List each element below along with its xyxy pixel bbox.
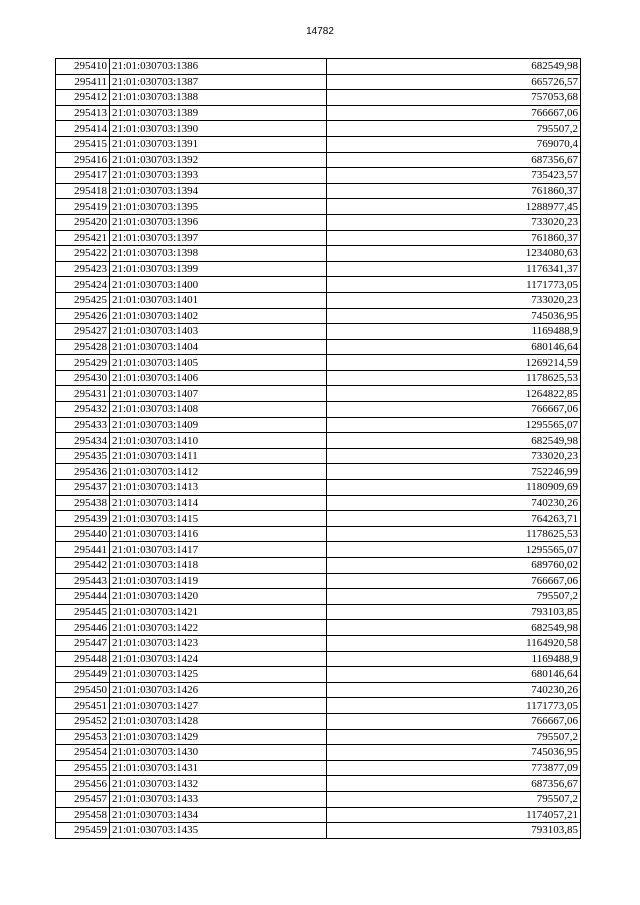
cadastral-number-cell: 21:01:030703:1399 xyxy=(110,261,327,277)
cadastral-number-cell: 21:01:030703:1419 xyxy=(110,573,327,589)
cadastral-value-cell: 735423,57 xyxy=(327,168,581,184)
row-number-cell: 295439 xyxy=(56,511,110,527)
cadastral-value-cell: 764263,71 xyxy=(327,511,581,527)
row-number-cell: 295456 xyxy=(56,776,110,792)
cadastral-value-cell: 793103,85 xyxy=(327,604,581,620)
cadastral-number-cell: 21:01:030703:1403 xyxy=(110,324,327,340)
cadastral-number-cell: 21:01:030703:1408 xyxy=(110,402,327,418)
table-row xyxy=(56,823,581,839)
cadastral-value-cell: 1234080,63 xyxy=(327,246,581,262)
cadastral-value-cell: 1164920,58 xyxy=(327,635,581,651)
row-number-cell: 295441 xyxy=(56,542,110,558)
table-row xyxy=(56,682,581,698)
cadastral-number-cell: 21:01:030703:1406 xyxy=(110,370,327,386)
row-number-cell: 295427 xyxy=(56,324,110,340)
cadastral-number-cell: 21:01:030703:1401 xyxy=(110,292,327,308)
row-number-cell: 295445 xyxy=(56,604,110,620)
cadastral-value-cell: 793103,85 xyxy=(327,823,581,839)
table-row xyxy=(56,105,581,121)
table-row xyxy=(56,526,581,542)
table-row xyxy=(56,791,581,807)
table-row xyxy=(56,168,581,184)
cadastral-number-cell: 21:01:030703:1429 xyxy=(110,729,327,745)
row-number-cell: 295410 xyxy=(56,59,110,75)
cadastral-number-cell: 21:01:030703:1386 xyxy=(110,59,327,75)
cadastral-value-cell: 665726,57 xyxy=(327,74,581,90)
row-number-cell: 295432 xyxy=(56,402,110,418)
row-number-cell: 295430 xyxy=(56,370,110,386)
row-number-cell: 295429 xyxy=(56,355,110,371)
row-number-cell: 295412 xyxy=(56,90,110,106)
table-row xyxy=(56,90,581,106)
cadastral-number-cell: 21:01:030703:1423 xyxy=(110,635,327,651)
row-number-cell: 295447 xyxy=(56,635,110,651)
cadastral-value-cell: 682549,98 xyxy=(327,433,581,449)
row-number-cell: 295421 xyxy=(56,230,110,246)
row-number-cell: 295453 xyxy=(56,729,110,745)
cadastral-value-cell: 1288977,45 xyxy=(327,199,581,215)
row-number-cell: 295438 xyxy=(56,495,110,511)
cadastral-number-cell: 21:01:030703:1432 xyxy=(110,776,327,792)
row-number-cell: 295459 xyxy=(56,823,110,839)
row-number-cell: 295454 xyxy=(56,745,110,761)
cadastral-value-cell: 752246,99 xyxy=(327,464,581,480)
table-row xyxy=(56,464,581,480)
cadastral-value-cell: 795507,2 xyxy=(327,729,581,745)
row-number-cell: 295413 xyxy=(56,105,110,121)
cadastral-value-cell: 795507,2 xyxy=(327,589,581,605)
row-number-cell: 295433 xyxy=(56,417,110,433)
cadastral-number-cell: 21:01:030703:1425 xyxy=(110,667,327,683)
row-number-cell: 295442 xyxy=(56,558,110,574)
cadastral-value-cell: 733020,23 xyxy=(327,448,581,464)
cadastral-value-cell: 1178625,53 xyxy=(327,526,581,542)
cadastral-number-cell: 21:01:030703:1405 xyxy=(110,355,327,371)
row-number-cell: 295452 xyxy=(56,713,110,729)
table-row xyxy=(56,667,581,683)
cadastral-value-cell: 733020,23 xyxy=(327,214,581,230)
cadastral-number-cell: 21:01:030703:1410 xyxy=(110,433,327,449)
cadastral-number-cell: 21:01:030703:1397 xyxy=(110,230,327,246)
table-row xyxy=(56,277,581,293)
cadastral-value-cell: 682549,98 xyxy=(327,59,581,75)
table-row xyxy=(56,745,581,761)
cadastral-value-cell: 687356,67 xyxy=(327,776,581,792)
table-row xyxy=(56,417,581,433)
cadastral-number-cell: 21:01:030703:1413 xyxy=(110,480,327,496)
cadastral-number-cell: 21:01:030703:1421 xyxy=(110,604,327,620)
cadastral-number-cell: 21:01:030703:1394 xyxy=(110,183,327,199)
cadastral-number-cell: 21:01:030703:1430 xyxy=(110,745,327,761)
cadastral-value-cell: 1269214,59 xyxy=(327,355,581,371)
cadastral-number-cell: 21:01:030703:1409 xyxy=(110,417,327,433)
cadastral-value-cell: 680146,64 xyxy=(327,339,581,355)
row-number-cell: 295440 xyxy=(56,526,110,542)
table-row xyxy=(56,308,581,324)
cadastral-number-cell: 21:01:030703:1388 xyxy=(110,90,327,106)
row-number-cell: 295451 xyxy=(56,698,110,714)
table-row xyxy=(56,480,581,496)
table-row xyxy=(56,136,581,152)
table-row xyxy=(56,355,581,371)
table-row xyxy=(56,230,581,246)
table-row xyxy=(56,183,581,199)
table-row xyxy=(56,760,581,776)
cadastral-value-cell: 1169488,9 xyxy=(327,324,581,340)
cadastral-value-cell: 1171773,05 xyxy=(327,698,581,714)
row-number-cell: 295450 xyxy=(56,682,110,698)
row-number-cell: 295411 xyxy=(56,74,110,90)
cadastral-value-cell: 745036,95 xyxy=(327,745,581,761)
row-number-cell: 295422 xyxy=(56,246,110,262)
row-number-cell: 295457 xyxy=(56,791,110,807)
cadastral-number-cell: 21:01:030703:1424 xyxy=(110,651,327,667)
cadastral-value-cell: 687356,67 xyxy=(327,152,581,168)
table-row xyxy=(56,246,581,262)
cadastral-value-cell: 1171773,05 xyxy=(327,277,581,293)
cadastral-number-cell: 21:01:030703:1402 xyxy=(110,308,327,324)
cadastral-value-cell: 1264822,85 xyxy=(327,386,581,402)
table-row xyxy=(56,214,581,230)
cadastral-value-cell: 757053,68 xyxy=(327,90,581,106)
row-number-cell: 295415 xyxy=(56,136,110,152)
table-row xyxy=(56,370,581,386)
cadastral-value-cell: 761860,37 xyxy=(327,183,581,199)
cadastral-value-cell: 740230,26 xyxy=(327,495,581,511)
table-row xyxy=(56,558,581,574)
cadastral-number-cell: 21:01:030703:1392 xyxy=(110,152,327,168)
table-row xyxy=(56,620,581,636)
table-row xyxy=(56,729,581,745)
row-number-cell: 295423 xyxy=(56,261,110,277)
table-row xyxy=(56,448,581,464)
row-number-cell: 295443 xyxy=(56,573,110,589)
cadastral-value-cell: 766667,06 xyxy=(327,105,581,121)
cadastral-value-cell: 745036,95 xyxy=(327,308,581,324)
cadastral-value-cell: 761860,37 xyxy=(327,230,581,246)
cadastral-number-cell: 21:01:030703:1387 xyxy=(110,74,327,90)
table-row xyxy=(56,59,581,75)
cadastral-number-cell: 21:01:030703:1412 xyxy=(110,464,327,480)
table-row xyxy=(56,261,581,277)
table-row xyxy=(56,386,581,402)
table-row xyxy=(56,604,581,620)
row-number-cell: 295425 xyxy=(56,292,110,308)
cadastral-value-cell: 766667,06 xyxy=(327,402,581,418)
cadastral-number-cell: 21:01:030703:1395 xyxy=(110,199,327,215)
cadastral-value-cell: 773877,09 xyxy=(327,760,581,776)
cadastral-value-cell: 766667,06 xyxy=(327,713,581,729)
cadastral-number-cell: 21:01:030703:1414 xyxy=(110,495,327,511)
table-row xyxy=(56,152,581,168)
row-number-cell: 295419 xyxy=(56,199,110,215)
table-row xyxy=(56,121,581,137)
row-number-cell: 295418 xyxy=(56,183,110,199)
cadastral-number-cell: 21:01:030703:1435 xyxy=(110,823,327,839)
cadastral-value-cell: 682549,98 xyxy=(327,620,581,636)
row-number-cell: 295416 xyxy=(56,152,110,168)
cadastral-value-cell: 1180909,69 xyxy=(327,480,581,496)
row-number-cell: 295424 xyxy=(56,277,110,293)
table-row xyxy=(56,339,581,355)
cadastral-value-cell: 1178625,53 xyxy=(327,370,581,386)
table-row xyxy=(56,199,581,215)
cadastral-number-cell: 21:01:030703:1391 xyxy=(110,136,327,152)
cadastral-value-cell: 740230,26 xyxy=(327,682,581,698)
row-number-cell: 295455 xyxy=(56,760,110,776)
cadastral-number-cell: 21:01:030703:1417 xyxy=(110,542,327,558)
cadastral-value-cell: 795507,2 xyxy=(327,791,581,807)
row-number-cell: 295414 xyxy=(56,121,110,137)
cadastral-number-cell: 21:01:030703:1398 xyxy=(110,246,327,262)
cadastral-number-cell: 21:01:030703:1431 xyxy=(110,760,327,776)
row-number-cell: 295446 xyxy=(56,620,110,636)
cadastral-number-cell: 21:01:030703:1426 xyxy=(110,682,327,698)
cadastral-value-cell: 795507,2 xyxy=(327,121,581,137)
cadastral-number-cell: 21:01:030703:1411 xyxy=(110,448,327,464)
cadastral-number-cell: 21:01:030703:1416 xyxy=(110,526,327,542)
cadastral-value-cell: 733020,23 xyxy=(327,292,581,308)
cadastral-value-cell: 1174057,21 xyxy=(327,807,581,823)
table-row xyxy=(56,324,581,340)
row-number-cell: 295420 xyxy=(56,214,110,230)
table-row xyxy=(56,495,581,511)
table-row xyxy=(56,807,581,823)
cadastral-value-cell: 1295565,07 xyxy=(327,542,581,558)
cadastral-number-cell: 21:01:030703:1396 xyxy=(110,214,327,230)
table-row xyxy=(56,511,581,527)
row-number-cell: 295436 xyxy=(56,464,110,480)
table-row xyxy=(56,542,581,558)
row-number-cell: 295437 xyxy=(56,480,110,496)
row-number-cell: 295431 xyxy=(56,386,110,402)
row-number-cell: 295434 xyxy=(56,433,110,449)
table-body xyxy=(56,59,581,839)
row-number-cell: 295426 xyxy=(56,308,110,324)
cadastral-number-cell: 21:01:030703:1393 xyxy=(110,168,327,184)
cadastral-value-cell: 1176341,37 xyxy=(327,261,581,277)
cadastral-value-cell: 689760,02 xyxy=(327,558,581,574)
table-row xyxy=(56,713,581,729)
row-number-cell: 295444 xyxy=(56,589,110,605)
cadastral-value-cell: 766667,06 xyxy=(327,573,581,589)
cadastral-number-cell: 21:01:030703:1418 xyxy=(110,558,327,574)
cadastral-value-table xyxy=(55,58,581,839)
row-number-cell: 295458 xyxy=(56,807,110,823)
cadastral-number-cell: 21:01:030703:1433 xyxy=(110,791,327,807)
table-row xyxy=(56,776,581,792)
table-row xyxy=(56,589,581,605)
cadastral-number-cell: 21:01:030703:1400 xyxy=(110,277,327,293)
row-number-cell: 295449 xyxy=(56,667,110,683)
cadastral-value-cell: 769070,4 xyxy=(327,136,581,152)
row-number-cell: 295435 xyxy=(56,448,110,464)
table-row xyxy=(56,635,581,651)
table-row xyxy=(56,74,581,90)
cadastral-value-cell: 680146,64 xyxy=(327,667,581,683)
row-number-cell: 295428 xyxy=(56,339,110,355)
cadastral-number-cell: 21:01:030703:1415 xyxy=(110,511,327,527)
page-number: 14782 xyxy=(306,26,334,37)
cadastral-number-cell: 21:01:030703:1427 xyxy=(110,698,327,714)
row-number-cell: 295448 xyxy=(56,651,110,667)
cadastral-value-cell: 1295565,07 xyxy=(327,417,581,433)
table-row xyxy=(56,402,581,418)
table-row xyxy=(56,651,581,667)
cadastral-number-cell: 21:01:030703:1407 xyxy=(110,386,327,402)
cadastral-number-cell: 21:01:030703:1420 xyxy=(110,589,327,605)
cadastral-number-cell: 21:01:030703:1389 xyxy=(110,105,327,121)
table-row xyxy=(56,433,581,449)
cadastral-number-cell: 21:01:030703:1390 xyxy=(110,121,327,137)
cadastral-number-cell: 21:01:030703:1422 xyxy=(110,620,327,636)
cadastral-value-cell: 1169488,9 xyxy=(327,651,581,667)
cadastral-number-cell: 21:01:030703:1434 xyxy=(110,807,327,823)
cadastral-number-cell: 21:01:030703:1428 xyxy=(110,713,327,729)
row-number-cell: 295417 xyxy=(56,168,110,184)
table-row xyxy=(56,292,581,308)
table-row xyxy=(56,573,581,589)
table-row xyxy=(56,698,581,714)
cadastral-number-cell: 21:01:030703:1404 xyxy=(110,339,327,355)
